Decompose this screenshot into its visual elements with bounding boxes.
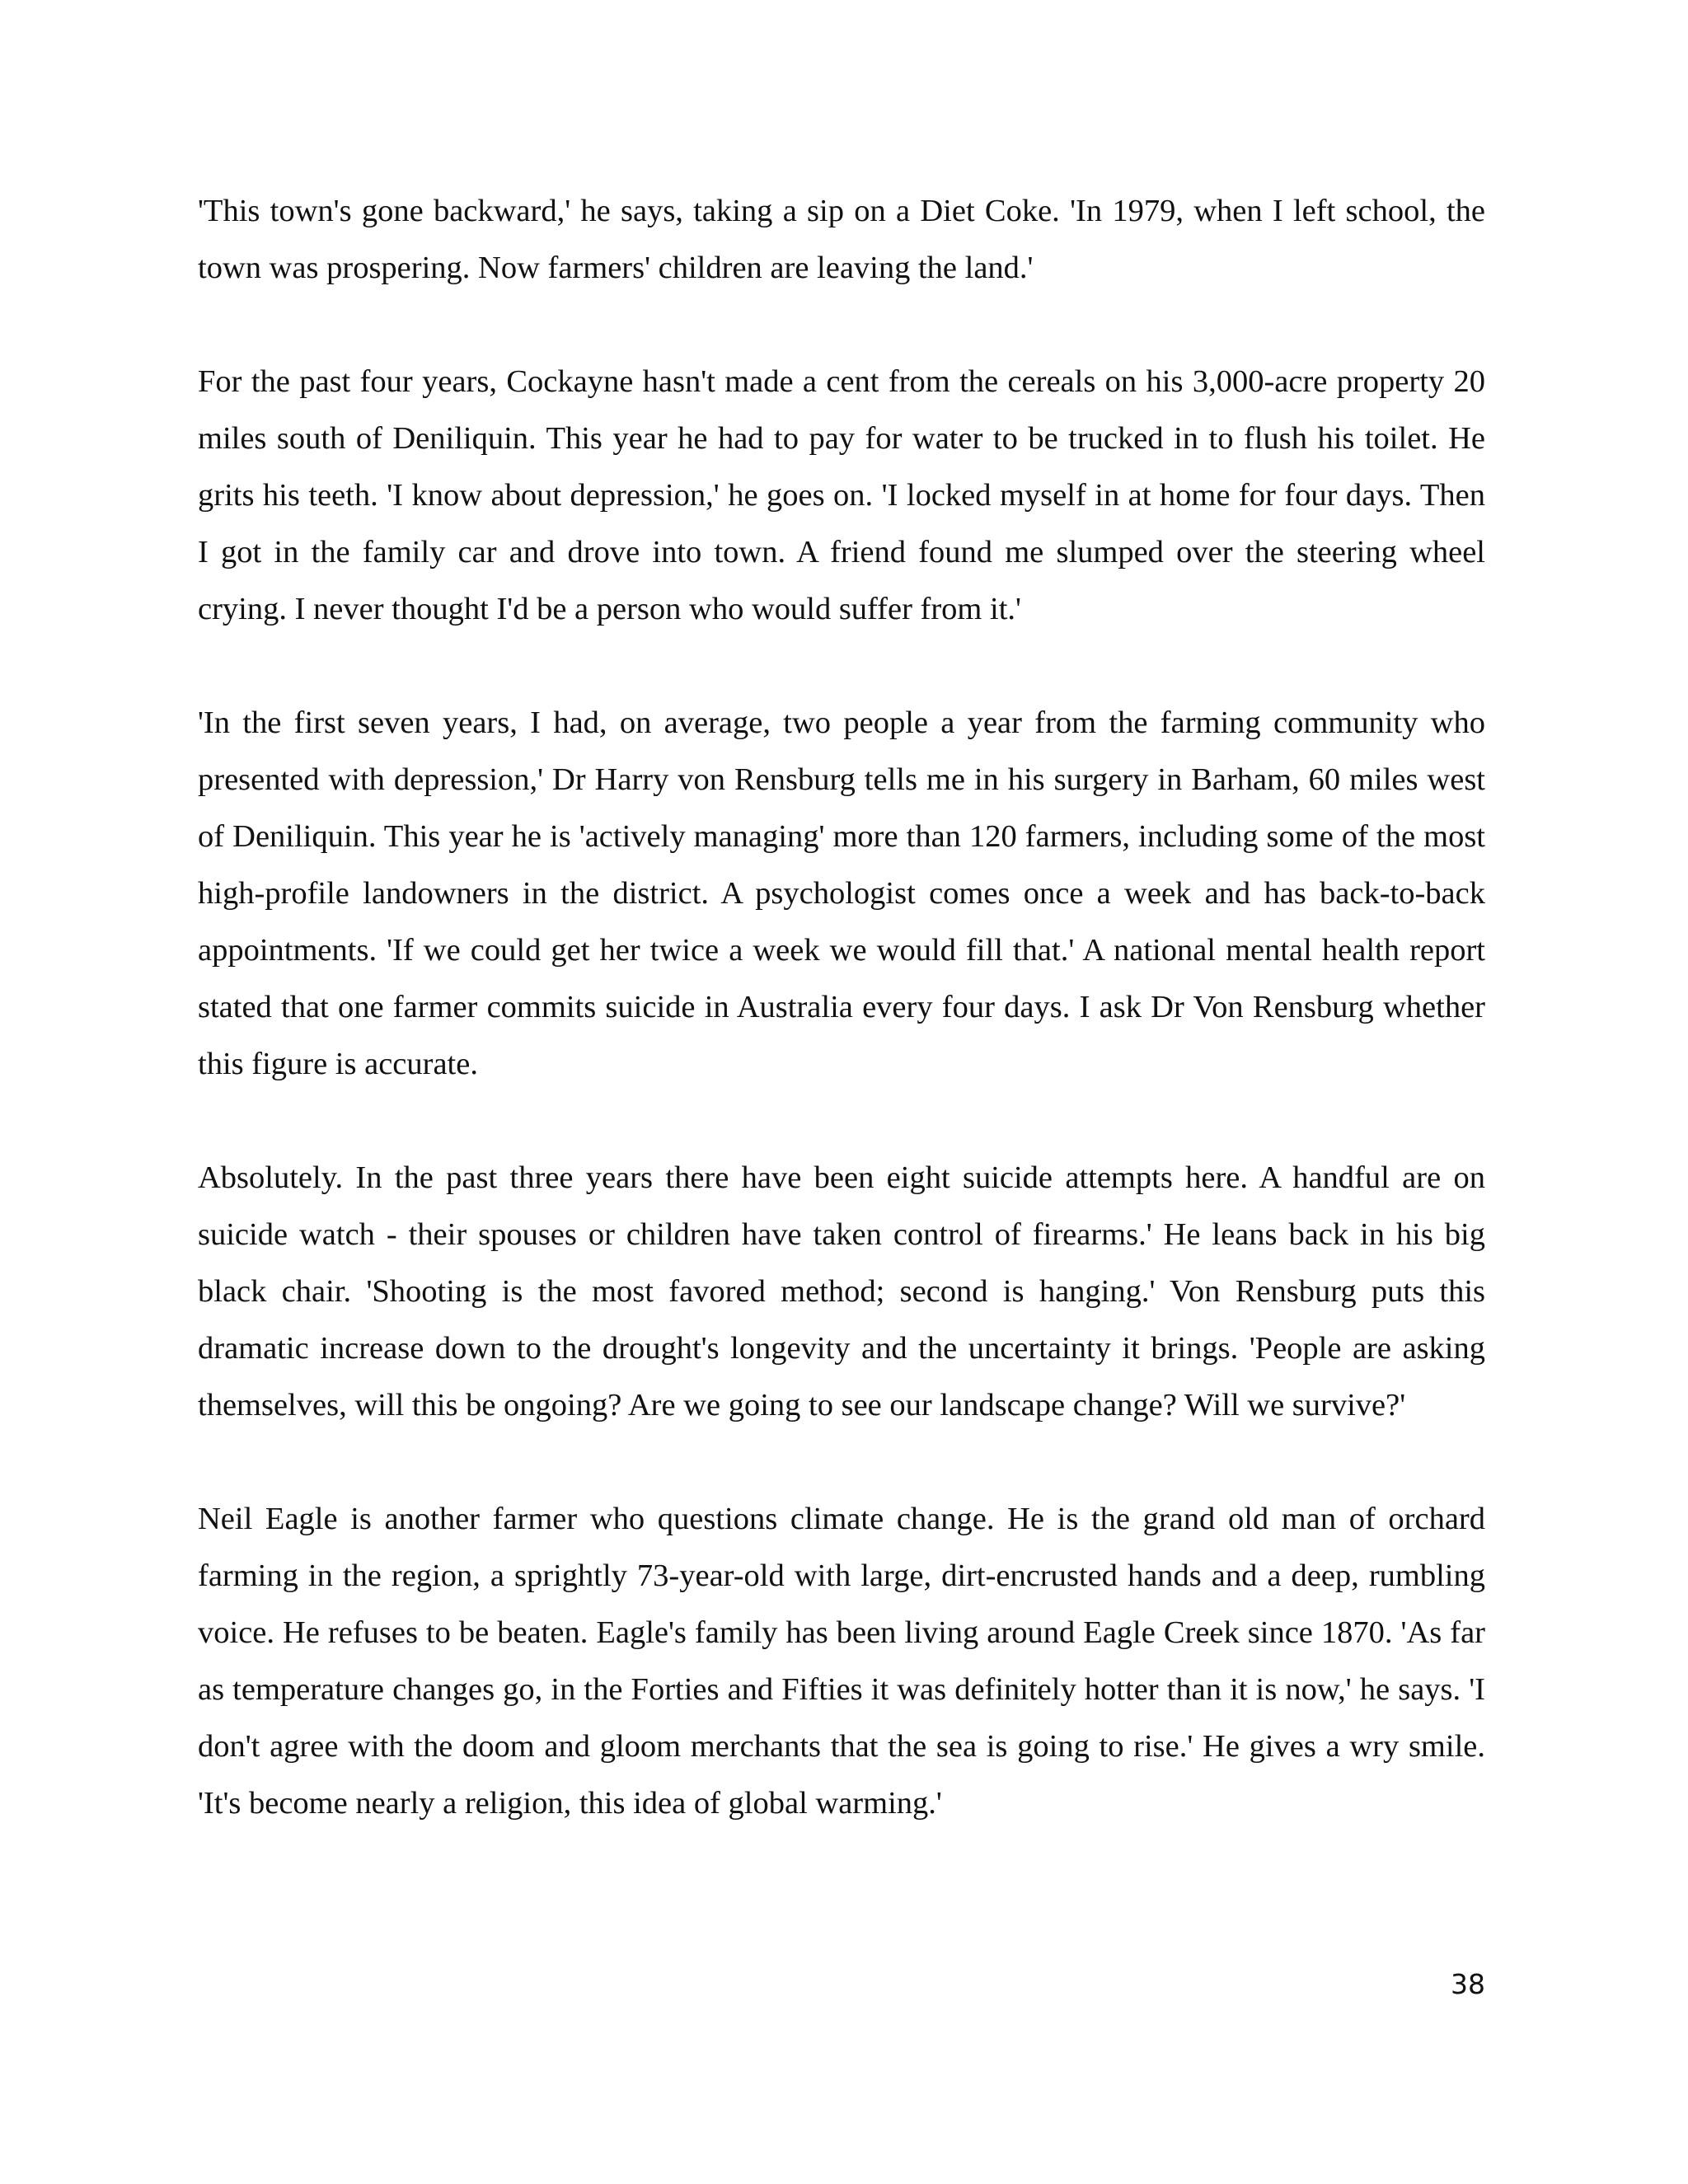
body-text — [198, 183, 1485, 1832]
paragraph-3: 'In the first seven years, I had, on average, two people a year from the farming community who presented with depression,' Dr Harry von Rensburg tells me in his surgery in Barham, 60 miles west of Deniliquin. This year he is 'actively managing' more than 120 farmers, including some of the most high-profile landowners in the district. A psychologist comes once a week and has back-to-back appointments. 'If we could get her twice a week we would fill that.' A national mental health report stated that one farmer commits suicide in Australia every four days. I ask Dr Von Rensburg whether this figure is accurate. — [198, 705, 1485, 1081]
paragraph-2: For the past four years, Cockayne hasn't made a cent from the cereals on his 3,000-acre property 20 miles south of Deniliquin. This year he had to pay for water to be trucked in to flush his toilet. He grits his teeth. 'I know about depression,' he goes on. 'I locked myself in at home for four days. Then I got in the family car and drove into town. A friend found me slumped over the steering wheel crying. I never thought I'd be a person who would suffer from it.' — [198, 364, 1485, 626]
page-number: 38 — [1451, 1968, 1485, 2000]
paragraph-5: Neil Eagle is another farmer who questions climate change. He is the grand old man of orchard farming in the region, a sprightly 73-year-old with large, dirt-encrusted hands and a deep, rumbling voice. He refuses to be beaten. Eagle's family has been living around Eagle Creek since 1870. 'As far as temperature changes go, in the Forties and Fifties it was definitely hotter than it is now,' he says. 'I don't agree with the doom and gloom merchants that the sea is going to rise.' He gives a wry smile. 'It's become nearly a religion, this idea of global warming.' — [198, 1502, 1485, 1821]
paragraph-4: Absolutely. In the past three years there have been eight suicide attempts here. A handful are on suicide watch - their spouses or children have taken control of firearms.' He leans back in his big black chair. 'Shooting is the most favored method; second is hanging.' Von Rensburg puts this dramatic increase down to the drought's longevity and the uncertainty it brings. 'People are asking themselves, will this be ongoing? Are we going to see our landscape change? Will we survive?' — [198, 1160, 1485, 1422]
paragraph-1: 'This town's gone backward,' he says, taking a sip on a Diet Coke. 'In 1979, when I left school, the town was prospering. Now farmers' children are leaving the land.' — [198, 194, 1485, 285]
